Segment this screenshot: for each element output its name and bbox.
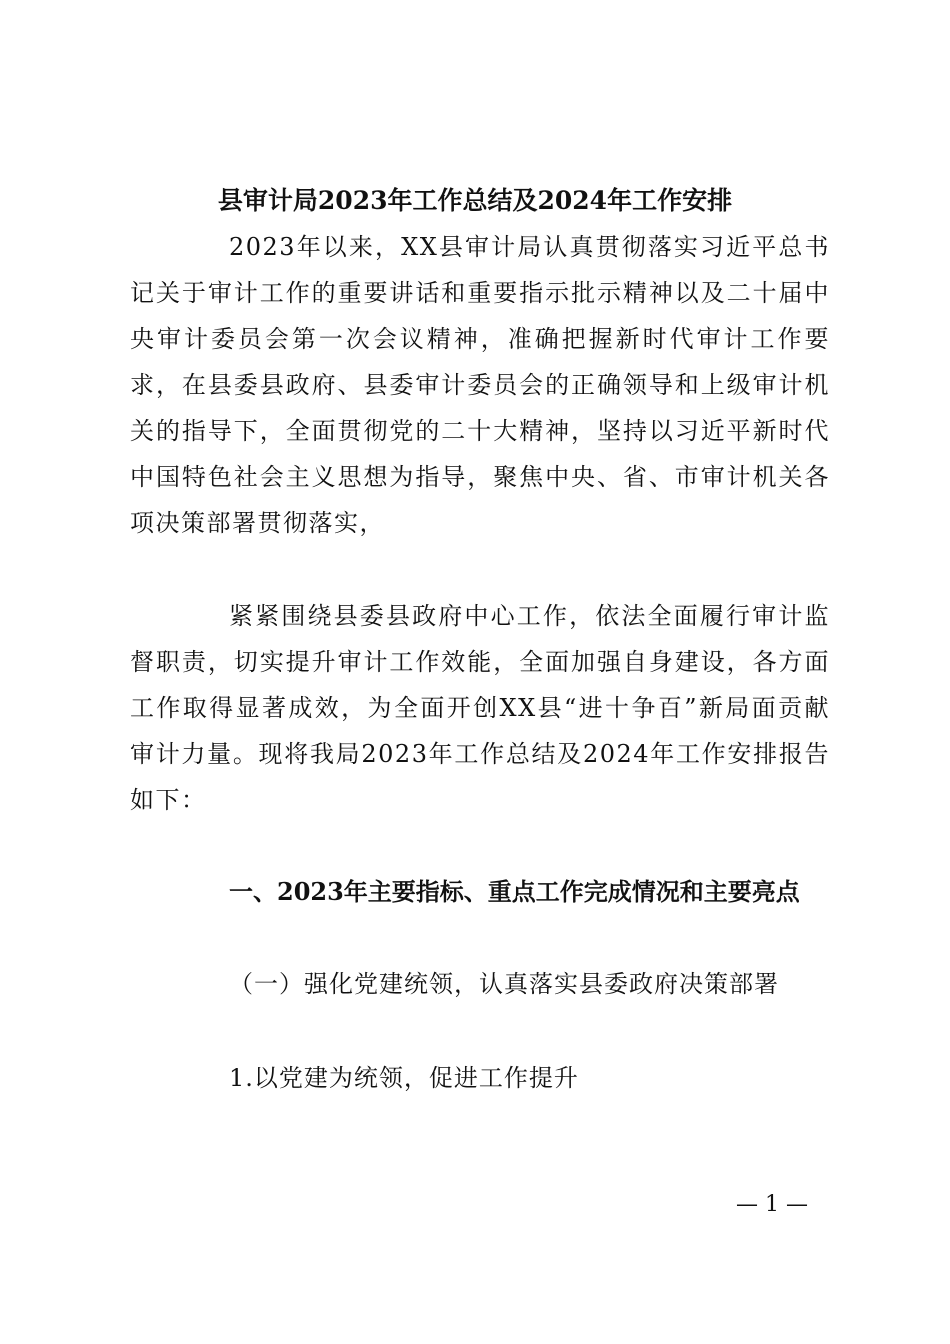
document-title: 县审计局2023年工作总结及2024年工作安排 xyxy=(217,186,733,215)
section-heading-level2: （一）强化党建统领，认真落实县委政府决策部署 xyxy=(229,970,779,998)
body-paragraph-1: 2023年以来，XX县审计局认真贯彻落实习近平总书记关于审计工作的重要讲话和重要指示批示精神以及二十届中央审计委员会第一次会议精神，准确把握新时代审计工作要求，在县委县政府、县委审计委员会的正确领导和上级审计机关的指导下，全面贯彻党的二十大精神，坚持以习近平新时代中国特色社会主义思想为指导，聚焦中央、省、市审计机关各项决策部署贯彻落实， xyxy=(130,233,830,537)
section-heading-level1: 一、2023年主要指标、重点工作完成情况和主要亮点 xyxy=(229,877,800,906)
page-number: — 1 — xyxy=(736,1192,808,1217)
body-paragraph-2: 紧紧围绕县委县政府中心工作，依法全面履行审计监督职责，切实提升审计工作效能，全面加强自身建设，各方面工作取得显著成效，为全面开创XX县“进十争百”新局面贡献审计力量。现将我局2023年工作总结及2024年工作安排报告如下： xyxy=(130,602,830,814)
section-heading-level3: 1.以党建为统领，促进工作提升 xyxy=(229,1064,579,1092)
